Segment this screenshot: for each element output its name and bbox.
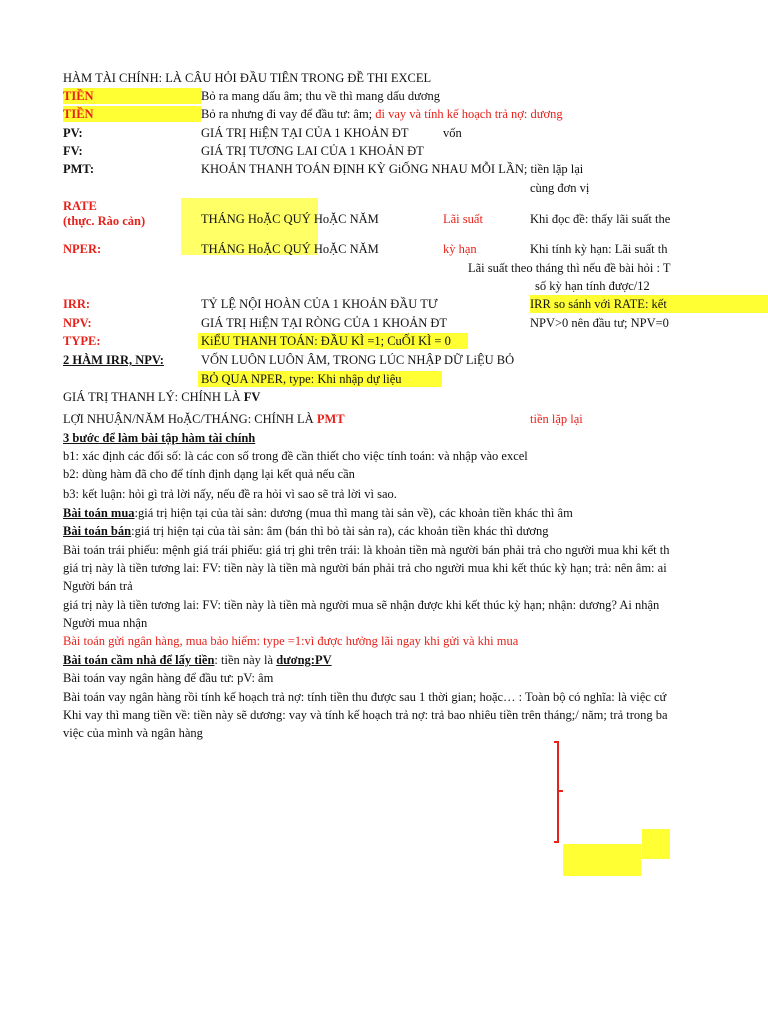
fv-desc: GIÁ TRỊ TƯƠNG LAI CỦA 1 KHOẢN ĐT (201, 144, 424, 158)
red-brace-bottom (554, 841, 559, 843)
page-heading: HÀM TÀI CHÍNH: LÀ CÂU HỎI ĐẦU TIÊN TRONG ĐỀ THI EXCEL (63, 71, 432, 85)
nper-desc: THÁNG HoẶC QUÝ HoẶC NĂM (201, 242, 379, 256)
salvage-fv: FV (243, 390, 261, 404)
pmt-desc: KHOẢN THANH TOÁN ĐỊNH KỲ GiỐNG NHAU MỖI LẦN; tiền lặp lại (201, 162, 584, 176)
type-label: TYPE: (63, 334, 101, 348)
rate-note-1: Lãi suất theo tháng thì nếu đề bài hỏi : T (468, 261, 671, 275)
bond-line-3: Người bán trả (63, 579, 133, 593)
npv-note: NPV>0 nên đầu tư; NPV=0 (530, 316, 669, 330)
pawn-title: Bài toán cầm nhà để lấy tiền (63, 653, 215, 667)
tien-desc-1: Bỏ ra mang dấu âm; thu về thì mang dấu dương (201, 89, 441, 103)
nper-label: NPER: (63, 242, 102, 256)
nper-note: Khi tính kỳ hạn: Lãi suất th (530, 242, 668, 256)
profit-text: LỢI NHUẬN/NĂM HoẶC/THÁNG: CHÍNH LÀ (63, 412, 317, 426)
bond-line-4: giá trị này là tiền tương lai: FV: tiền này là tiền mà người mua sẽ nhận được khi kết thúc kỳ hạn; nhận: dương? Ai nhận (63, 598, 660, 612)
loan-plan-line: Bài toán vay ngân hàng rồi tính kế hoạch trả nợ: tính tiền thu được sau 1 thời gian; hoặc… : Toàn bộ có nghĩa: là việc cứ (63, 690, 667, 704)
salvage-text: GIÁ TRỊ THANH LÝ: CHÍNH LÀ (63, 390, 244, 404)
red-brace-tip (559, 790, 563, 792)
pv-label: PV: (63, 126, 83, 140)
bond-line-1: Bài toán trái phiếu: mệnh giá trái phiếu: giá trị ghi trên trái: là khoản tiền mà người bán phải trả cho người mua khi kết th (63, 543, 670, 557)
rate-label: RATE (63, 199, 97, 213)
irr-label: IRR: (63, 297, 91, 311)
irr-npv-desc: VỐN LUÔN LUÔN ÂM, TRONG LÚC NHẬP DỮ LiỆU BỎ (201, 353, 515, 367)
irr-npv-label: 2 HÀM IRR, NPV: (63, 353, 164, 367)
nper-mid: kỳ hạn (443, 242, 477, 256)
highlight-box-large (563, 844, 641, 876)
bond-line-2: giá trị này là tiền tương lai: FV: tiền này là tiền mà người bán phải trả cho người mua khi kết thúc kỳ hạn; trả: nên âm: ai (63, 561, 667, 575)
red-brace (557, 741, 559, 843)
pmt-note: cùng đơn vị (530, 181, 590, 195)
tien-desc-2 (201, 106, 563, 122)
step-b3: b3: kết luận: hỏi gì trả lời nấy, nếu đề ra hỏi vì sao sẽ trả lời vì sao. (63, 487, 397, 501)
profit-pmt: PMT (316, 412, 345, 426)
buy-text: :giá trị hiện tại của tài sản: dương (mua thì mang tài sản về), các khoản tiền khác thì âm (134, 506, 573, 520)
pmt-label: PMT: (63, 162, 95, 176)
profit-line (63, 411, 345, 427)
type-desc: KiỂU THANH TOÁN: ĐẦU KÌ =1; CuỐI KÌ = 0 (201, 334, 451, 348)
pawn-text: : tiền này là (214, 653, 277, 667)
tien-desc-2-red: đi vay và tính kế hoạch trả nợ: dương (375, 107, 563, 121)
loan-invest-line: Bài toán vay ngân hàng để đầu tư: pV: âm (63, 671, 274, 685)
red-brace-top (554, 741, 559, 743)
tien-label-1: TIỀN (63, 89, 94, 103)
sell-title: Bài toán bán (63, 524, 132, 538)
skip-note: BỎ QUA NPER, type: Khi nhập dự liệu (201, 372, 402, 386)
fv-label: FV: (63, 144, 83, 158)
buy-title: Bài toán mua (63, 506, 135, 520)
pawn-line (63, 652, 332, 668)
loan-take-line: Khi vay thì mang tiền về: tiền này sẽ dương: vay và tính kế hoạch trả nợ: trả bao nhiêu tiền trên tháng;/ năm; trả trong ba (63, 708, 668, 722)
npv-label: NPV: (63, 316, 92, 330)
rate-desc: THÁNG HoẶC QUÝ HoẶC NĂM (201, 212, 379, 226)
sell-line (63, 523, 549, 539)
rate-mid: Lãi suất (443, 212, 483, 226)
irr-note: IRR so sánh với RATE: kết (530, 297, 667, 311)
profit-note: tiền lặp lại (530, 412, 583, 426)
steps-title: 3 bước để làm bài tập hàm tài chính (63, 431, 256, 445)
step-b1: b1: xác định các đối số: là các con số trong đề cần thiết cho việc tính toán: và nhập vào excel (63, 449, 528, 463)
irr-desc: TỶ LỆ NỘI HOÀN CỦA 1 KHOẢN ĐẦU TƯ (201, 297, 438, 311)
loan-bank-line: việc của mình và ngân hàng (63, 726, 203, 740)
rate-note: Khi đọc đề: thấy lãi suất the (530, 212, 671, 226)
step-b2: b2: dùng hàm đã cho để tính định dạng lại kết quả nếu cần (63, 467, 355, 481)
tien-label-2: TIỀN (63, 107, 94, 121)
pv-extra: vốn (443, 126, 462, 140)
npv-desc: GIÁ TRỊ HiỆN TẠI RÒNG CỦA 1 KHOẢN ĐT (201, 316, 448, 330)
sell-text: :giá trị hiện tại của tài sản: âm (bán thì bỏ tài sản ra), các khoản tiền khác thì dương (131, 524, 549, 538)
rate-note-2: số kỳ hạn tính được/12 (535, 279, 650, 293)
salvage-line (63, 389, 260, 405)
bond-line-5: Người mua nhận (63, 616, 148, 630)
highlight-box-small (642, 829, 670, 859)
buy-line (63, 505, 573, 521)
tien-desc-2-black: Bỏ ra nhưng đi vay để đầu tư: âm; (201, 107, 376, 121)
pv-desc: GIÁ TRỊ HiỆN TẠI CỦA 1 KHOẢN ĐT (201, 126, 409, 140)
rate-sublabel: (thực. Rào cản) (63, 214, 146, 228)
pawn-pv: dương:PV (276, 653, 332, 667)
deposit-line: Bài toán gửi ngân hàng, mua bảo hiểm: type =1:vì được hưởng lãi ngay khi gửi và khi mua (63, 634, 519, 648)
